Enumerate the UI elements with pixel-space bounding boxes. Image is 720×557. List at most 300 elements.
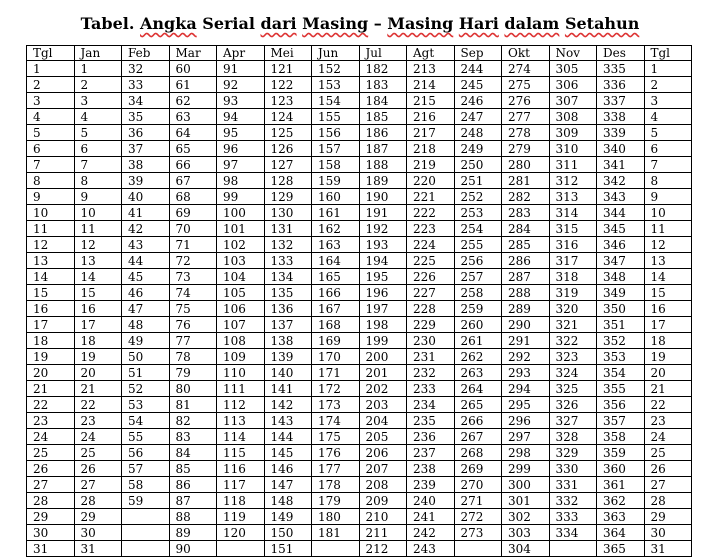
table-cell: 294 xyxy=(502,381,550,397)
table-cell: 14 xyxy=(644,269,692,285)
table-cell: 330 xyxy=(549,461,597,477)
table-cell: 313 xyxy=(549,189,597,205)
table-cell: 150 xyxy=(264,525,312,541)
table-cell: 320 xyxy=(549,301,597,317)
table-cell: 264 xyxy=(454,381,502,397)
table-row xyxy=(27,365,692,381)
table-cell: 191 xyxy=(359,205,407,221)
table-cell: 17 xyxy=(27,317,75,333)
table-cell: 285 xyxy=(502,237,550,253)
table-cell: 214 xyxy=(407,77,455,93)
table-row xyxy=(27,141,692,157)
table-cell: 218 xyxy=(407,141,455,157)
table-cell: 13 xyxy=(27,253,75,269)
table-cell: 43 xyxy=(122,237,170,253)
table-cell: 263 xyxy=(454,365,502,381)
table-cell: 38 xyxy=(122,157,170,173)
table-cell: 2 xyxy=(74,77,122,93)
table-cell: 195 xyxy=(359,269,407,285)
table-cell: 260 xyxy=(454,317,502,333)
table-cell: 151 xyxy=(264,541,312,557)
table-cell: 59 xyxy=(122,493,170,509)
table-cell: 250 xyxy=(454,157,502,173)
table-cell: 45 xyxy=(122,269,170,285)
table-cell: 162 xyxy=(312,221,360,237)
table-cell: 227 xyxy=(407,285,455,301)
table-cell: 21 xyxy=(644,381,692,397)
table-cell: 11 xyxy=(644,221,692,237)
table-cell: 190 xyxy=(359,189,407,205)
table-cell: 24 xyxy=(27,429,75,445)
table-cell: 208 xyxy=(359,477,407,493)
table-cell: 352 xyxy=(597,333,645,349)
table-cell: 206 xyxy=(359,445,407,461)
table-cell: 133 xyxy=(264,253,312,269)
table-cell: 71 xyxy=(169,237,217,253)
table-cell: 18 xyxy=(27,333,75,349)
table-cell: 62 xyxy=(169,93,217,109)
table-cell: 261 xyxy=(454,333,502,349)
table-cell: 226 xyxy=(407,269,455,285)
table-cell: 300 xyxy=(502,477,550,493)
table-cell: 194 xyxy=(359,253,407,269)
table-cell: 47 xyxy=(122,301,170,317)
table-cell: 269 xyxy=(454,461,502,477)
table-cell: 1 xyxy=(27,61,75,77)
table-row xyxy=(27,269,692,285)
table-cell: 16 xyxy=(644,301,692,317)
table-cell: 230 xyxy=(407,333,455,349)
table-cell: 29 xyxy=(644,509,692,525)
table-cell: 299 xyxy=(502,461,550,477)
table-cell: 15 xyxy=(74,285,122,301)
table-cell: 305 xyxy=(549,61,597,77)
table-cell: 173 xyxy=(312,397,360,413)
table-cell: 10 xyxy=(27,205,75,221)
table-cell: 37 xyxy=(122,141,170,157)
column-header: Mei xyxy=(264,46,312,61)
table-cell: 22 xyxy=(644,397,692,413)
table-cell: 334 xyxy=(549,525,597,541)
table-cell: 325 xyxy=(549,381,597,397)
table-cell: 23 xyxy=(27,413,75,429)
table-cell: 11 xyxy=(27,221,75,237)
table-cell: 128 xyxy=(264,173,312,189)
table-cell: 184 xyxy=(359,93,407,109)
table-cell: 131 xyxy=(264,221,312,237)
table-cell: 102 xyxy=(217,237,265,253)
table-cell: 246 xyxy=(454,93,502,109)
table-cell: 168 xyxy=(312,317,360,333)
table-cell: 278 xyxy=(502,125,550,141)
table-cell: 9 xyxy=(644,189,692,205)
table-cell: 185 xyxy=(359,109,407,125)
table-row xyxy=(27,205,692,221)
table-cell: 318 xyxy=(549,269,597,285)
table-cell: 142 xyxy=(264,397,312,413)
table-cell xyxy=(454,541,502,557)
table-cell: 129 xyxy=(264,189,312,205)
table-cell: 1 xyxy=(644,61,692,77)
table-cell: 176 xyxy=(312,445,360,461)
table-cell: 42 xyxy=(122,221,170,237)
table-cell: 44 xyxy=(122,253,170,269)
table-cell: 197 xyxy=(359,301,407,317)
table-row xyxy=(27,413,692,429)
table-cell: 4 xyxy=(74,109,122,125)
table-cell: 172 xyxy=(312,381,360,397)
table-cell xyxy=(549,541,597,557)
table-cell: 108 xyxy=(217,333,265,349)
table-cell: 80 xyxy=(169,381,217,397)
table-cell: 31 xyxy=(644,541,692,557)
table-cell: 26 xyxy=(644,461,692,477)
table-cell: 130 xyxy=(264,205,312,221)
table-cell: 267 xyxy=(454,429,502,445)
table-cell: 161 xyxy=(312,205,360,221)
table-cell: 16 xyxy=(27,301,75,317)
table-title: Tabel. Angka Serial dari Masing – Masing Hari dalam Setahun xyxy=(80,14,640,33)
table-cell: 25 xyxy=(27,445,75,461)
table-cell: 82 xyxy=(169,413,217,429)
table-cell: 29 xyxy=(27,509,75,525)
table-cell: 19 xyxy=(644,349,692,365)
table-cell: 268 xyxy=(454,445,502,461)
table-cell: 33 xyxy=(122,77,170,93)
table-cell: 311 xyxy=(549,157,597,173)
table-header xyxy=(27,46,692,61)
table-cell: 114 xyxy=(217,429,265,445)
table-cell: 99 xyxy=(217,189,265,205)
table-cell: 202 xyxy=(359,381,407,397)
table-cell: 98 xyxy=(217,173,265,189)
table-cell: 158 xyxy=(312,157,360,173)
table-cell: 201 xyxy=(359,365,407,381)
table-cell: 314 xyxy=(549,205,597,221)
table-cell: 64 xyxy=(169,125,217,141)
table-cell: 121 xyxy=(264,61,312,77)
table-cell: 287 xyxy=(502,269,550,285)
table-cell: 78 xyxy=(169,349,217,365)
table-cell: 134 xyxy=(264,269,312,285)
table-cell: 26 xyxy=(74,461,122,477)
table-cell: 87 xyxy=(169,493,217,509)
table-cell: 342 xyxy=(597,173,645,189)
table-cell: 57 xyxy=(122,461,170,477)
table-cell: 181 xyxy=(312,525,360,541)
table-cell: 3 xyxy=(644,93,692,109)
table-cell: 166 xyxy=(312,285,360,301)
table-cell: 165 xyxy=(312,269,360,285)
table-cell: 136 xyxy=(264,301,312,317)
table-cell: 96 xyxy=(217,141,265,157)
table-cell: 24 xyxy=(74,429,122,445)
table-cell: 272 xyxy=(454,509,502,525)
table-row xyxy=(27,173,692,189)
table-cell: 358 xyxy=(597,429,645,445)
table-row xyxy=(27,301,692,317)
table-cell: 292 xyxy=(502,349,550,365)
table-cell: 283 xyxy=(502,205,550,221)
table-cell: 196 xyxy=(359,285,407,301)
table-cell: 65 xyxy=(169,141,217,157)
table-cell: 13 xyxy=(644,253,692,269)
table-cell: 15 xyxy=(644,285,692,301)
table-cell: 6 xyxy=(74,141,122,157)
table-cell: 365 xyxy=(597,541,645,557)
table-cell: 28 xyxy=(27,493,75,509)
table-cell: 219 xyxy=(407,157,455,173)
table-cell: 66 xyxy=(169,157,217,173)
table-cell: 281 xyxy=(502,173,550,189)
table-cell: 31 xyxy=(74,541,122,557)
table-cell: 159 xyxy=(312,173,360,189)
table-cell: 3 xyxy=(74,93,122,109)
table-cell: 324 xyxy=(549,365,597,381)
table-cell: 21 xyxy=(74,381,122,397)
table-cell: 154 xyxy=(312,93,360,109)
table-cell: 1 xyxy=(74,61,122,77)
table-cell xyxy=(312,541,360,557)
table-cell: 198 xyxy=(359,317,407,333)
table-cell: 60 xyxy=(169,61,217,77)
table-row xyxy=(27,125,692,141)
table-cell: 89 xyxy=(169,525,217,541)
table-cell: 160 xyxy=(312,189,360,205)
table-cell: 217 xyxy=(407,125,455,141)
table-cell: 321 xyxy=(549,317,597,333)
table-row xyxy=(27,93,692,109)
table-cell: 91 xyxy=(217,61,265,77)
table-cell: 338 xyxy=(597,109,645,125)
table-cell: 94 xyxy=(217,109,265,125)
table-cell: 242 xyxy=(407,525,455,541)
table-cell: 152 xyxy=(312,61,360,77)
table-cell: 236 xyxy=(407,429,455,445)
table-row xyxy=(27,253,692,269)
table-cell: 10 xyxy=(644,205,692,221)
table-cell: 179 xyxy=(312,493,360,509)
table-cell: 32 xyxy=(122,61,170,77)
table-cell: 109 xyxy=(217,349,265,365)
table-cell: 350 xyxy=(597,301,645,317)
table-cell: 364 xyxy=(597,525,645,541)
table-cell: 331 xyxy=(549,477,597,493)
table-cell: 61 xyxy=(169,77,217,93)
table-cell: 75 xyxy=(169,301,217,317)
table-cell: 28 xyxy=(74,493,122,509)
table-cell: 20 xyxy=(74,365,122,381)
table-cell: 4 xyxy=(644,109,692,125)
table-row xyxy=(27,221,692,237)
table-cell: 255 xyxy=(454,237,502,253)
table-body xyxy=(27,61,692,557)
table-cell: 84 xyxy=(169,445,217,461)
table-cell: 111 xyxy=(217,381,265,397)
table-cell: 291 xyxy=(502,333,550,349)
table-cell: 210 xyxy=(359,509,407,525)
table-cell: 145 xyxy=(264,445,312,461)
table-cell: 174 xyxy=(312,413,360,429)
table-cell: 346 xyxy=(597,237,645,253)
table-cell: 293 xyxy=(502,365,550,381)
table-cell: 90 xyxy=(169,541,217,557)
table-cell: 167 xyxy=(312,301,360,317)
table-cell: 205 xyxy=(359,429,407,445)
table-cell: 50 xyxy=(122,349,170,365)
column-header: Feb xyxy=(122,46,170,61)
table-cell: 237 xyxy=(407,445,455,461)
table-cell: 22 xyxy=(27,397,75,413)
table-cell: 304 xyxy=(502,541,550,557)
table-cell: 25 xyxy=(74,445,122,461)
table-row xyxy=(27,525,692,541)
table-cell: 317 xyxy=(549,253,597,269)
table-cell: 49 xyxy=(122,333,170,349)
table-cell: 240 xyxy=(407,493,455,509)
table-cell xyxy=(217,541,265,557)
table-row xyxy=(27,157,692,173)
table-cell: 340 xyxy=(597,141,645,157)
table-cell: 69 xyxy=(169,205,217,221)
table-cell: 207 xyxy=(359,461,407,477)
table-cell: 58 xyxy=(122,477,170,493)
table-cell: 76 xyxy=(169,317,217,333)
table-cell: 35 xyxy=(122,109,170,125)
table-cell: 70 xyxy=(169,221,217,237)
table-cell: 112 xyxy=(217,397,265,413)
table-cell: 107 xyxy=(217,317,265,333)
table-cell: 344 xyxy=(597,205,645,221)
table-cell: 155 xyxy=(312,109,360,125)
table-cell: 26 xyxy=(27,461,75,477)
table-cell: 328 xyxy=(549,429,597,445)
table-cell: 266 xyxy=(454,413,502,429)
table-cell: 164 xyxy=(312,253,360,269)
table-cell xyxy=(122,525,170,541)
table-cell: 28 xyxy=(644,493,692,509)
table-cell: 6 xyxy=(27,141,75,157)
table-cell: 55 xyxy=(122,429,170,445)
table-cell: 156 xyxy=(312,125,360,141)
table-cell: 8 xyxy=(644,173,692,189)
table-row xyxy=(27,317,692,333)
table-cell: 9 xyxy=(27,189,75,205)
table-cell: 356 xyxy=(597,397,645,413)
table-cell: 144 xyxy=(264,429,312,445)
table-cell: 2 xyxy=(644,77,692,93)
table-cell: 30 xyxy=(644,525,692,541)
table-cell: 252 xyxy=(454,189,502,205)
table-cell: 106 xyxy=(217,301,265,317)
table-cell: 56 xyxy=(122,445,170,461)
table-cell: 341 xyxy=(597,157,645,173)
table-cell: 243 xyxy=(407,541,455,557)
table-cell: 276 xyxy=(502,93,550,109)
table-cell: 357 xyxy=(597,413,645,429)
table-row xyxy=(27,429,692,445)
table-cell: 193 xyxy=(359,237,407,253)
table-row xyxy=(27,541,692,557)
table-cell: 93 xyxy=(217,93,265,109)
table-cell: 249 xyxy=(454,141,502,157)
table-cell: 21 xyxy=(27,381,75,397)
table-cell: 347 xyxy=(597,253,645,269)
table-cell: 22 xyxy=(74,397,122,413)
table-cell: 177 xyxy=(312,461,360,477)
table-cell: 192 xyxy=(359,221,407,237)
table-cell: 182 xyxy=(359,61,407,77)
table-cell: 23 xyxy=(644,413,692,429)
table-cell: 228 xyxy=(407,301,455,317)
table-cell: 25 xyxy=(644,445,692,461)
table-cell: 216 xyxy=(407,109,455,125)
table-cell: 189 xyxy=(359,173,407,189)
table-row xyxy=(27,333,692,349)
table-cell: 301 xyxy=(502,493,550,509)
table-cell: 337 xyxy=(597,93,645,109)
table-cell: 135 xyxy=(264,285,312,301)
table-cell: 27 xyxy=(74,477,122,493)
table-cell: 316 xyxy=(549,237,597,253)
table-row xyxy=(27,189,692,205)
table-cell: 6 xyxy=(644,141,692,157)
table-cell: 339 xyxy=(597,125,645,141)
table-cell: 16 xyxy=(74,301,122,317)
table-cell: 180 xyxy=(312,509,360,525)
table-row xyxy=(27,509,692,525)
table-cell: 116 xyxy=(217,461,265,477)
table-cell: 225 xyxy=(407,253,455,269)
table-cell: 309 xyxy=(549,125,597,141)
table-cell: 175 xyxy=(312,429,360,445)
column-header: Okt xyxy=(502,46,550,61)
table-row xyxy=(27,77,692,93)
table-cell: 137 xyxy=(264,317,312,333)
table-cell xyxy=(122,541,170,557)
serial-day-table xyxy=(26,45,692,557)
table-cell: 147 xyxy=(264,477,312,493)
table-cell: 273 xyxy=(454,525,502,541)
table-cell: 308 xyxy=(549,109,597,125)
column-header: Tgl xyxy=(27,46,75,61)
header-row xyxy=(27,46,692,61)
table-cell: 241 xyxy=(407,509,455,525)
table-cell: 27 xyxy=(27,477,75,493)
table-cell: 54 xyxy=(122,413,170,429)
table-cell: 115 xyxy=(217,445,265,461)
table-cell: 148 xyxy=(264,493,312,509)
table-cell: 138 xyxy=(264,333,312,349)
table-cell: 139 xyxy=(264,349,312,365)
table-cell: 265 xyxy=(454,397,502,413)
table-cell: 170 xyxy=(312,349,360,365)
table-cell: 74 xyxy=(169,285,217,301)
table-cell: 235 xyxy=(407,413,455,429)
table-cell: 280 xyxy=(502,157,550,173)
table-cell: 72 xyxy=(169,253,217,269)
table-cell: 183 xyxy=(359,77,407,93)
column-header: Jan xyxy=(74,46,122,61)
table-cell: 312 xyxy=(549,173,597,189)
table-cell: 20 xyxy=(27,365,75,381)
table-cell: 5 xyxy=(644,125,692,141)
table-cell: 296 xyxy=(502,413,550,429)
table-cell: 95 xyxy=(217,125,265,141)
table-cell: 215 xyxy=(407,93,455,109)
table-cell: 231 xyxy=(407,349,455,365)
table-cell: 29 xyxy=(74,509,122,525)
